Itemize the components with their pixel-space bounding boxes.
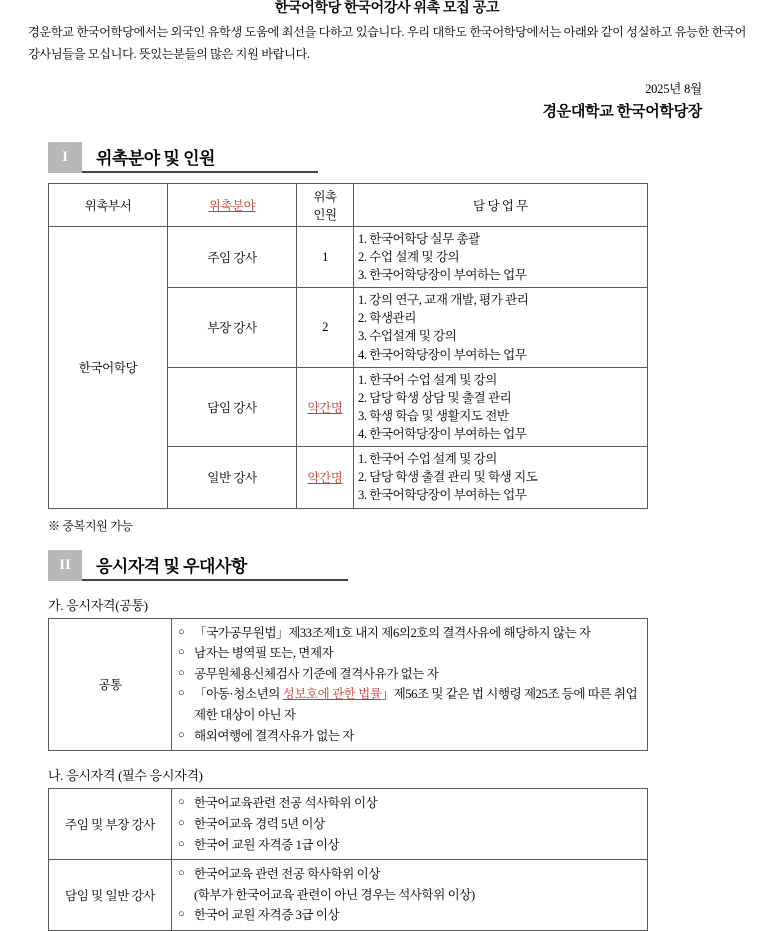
list-item: ○ 한국어교육 관련 전공 학사학위 이상 xyxy=(178,864,641,885)
duty-line: 2. 담당 학생 상담 및 출결 관리 xyxy=(358,390,512,405)
field-cell: 담임 강사 xyxy=(168,367,297,447)
section-1-heading xyxy=(48,142,318,173)
header-department: 위촉부서 xyxy=(49,183,168,226)
role-items-list xyxy=(178,793,641,855)
duty-line: 3. 한국어학당장이 부여하는 업무 xyxy=(358,488,527,503)
role-items-list xyxy=(178,864,641,926)
field-cell: 일반 강사 xyxy=(168,447,297,508)
duty-cell xyxy=(354,226,648,287)
role-label: 주임 및 부장 강사 xyxy=(49,789,172,860)
subsection-b-label: 나. 응시자격 (필수 응시자격) xyxy=(48,768,203,784)
announcement-date: 2025년 8월 xyxy=(645,82,702,97)
duty-line: 3. 수업설계 및 강의 xyxy=(358,329,457,344)
list-item: ○ 「국가공무원법」제33조제1호 내지 제6의2호의 결격사유에 해당하지 않는 자 xyxy=(178,623,641,644)
subsection-a-label: 가. 응시자격(공통) xyxy=(48,597,148,613)
duty-line: 3. 학생 학습 및 생활지도 전반 xyxy=(358,408,509,423)
count-value: 약간명 xyxy=(307,400,343,415)
field-cell: 부장 강사 xyxy=(168,288,297,368)
duty-line: 3. 한국어학당장이 부여하는 업무 xyxy=(358,268,527,283)
list-item: ○ 한국어 교원 자격증 1급 이상 xyxy=(178,835,641,856)
header-count-line2: 인원 xyxy=(313,207,337,222)
list-item: ○ 남자는 병역필 또는, 면제자 xyxy=(178,643,641,664)
list-item: ○ 한국어 교원 자격증 3급 이상 xyxy=(178,905,641,926)
date-block xyxy=(0,79,702,126)
table-row xyxy=(49,226,648,287)
duty-line: 2. 담당 학생 출결 관리 및 학생 지도 xyxy=(358,470,538,485)
common-items-list xyxy=(178,623,641,747)
section-2-numeral: II xyxy=(48,550,82,581)
table-header-row xyxy=(49,183,648,226)
list-item: ○ 해외여행에 결격사유가 없는 자 xyxy=(178,726,641,747)
duty-line: 1. 한국어 수업 설계 및 강의 xyxy=(358,372,497,387)
header-duty: 담 당 업 무 xyxy=(354,183,648,226)
count-cell xyxy=(297,447,354,508)
count-value: 약간명 xyxy=(307,471,343,486)
table-row xyxy=(49,789,648,860)
required-qualification-table xyxy=(48,788,648,931)
duty-line: 1. 한국어 수업 설계 및 강의 xyxy=(358,452,497,467)
header-count xyxy=(297,183,354,226)
section-2-heading xyxy=(48,550,348,581)
list-item: ○ 한국어교육 경력 5년 이상 xyxy=(178,814,641,835)
section-2-title: 응시자격 및 우대사항 xyxy=(82,550,348,581)
section-1-numeral: I xyxy=(48,142,82,173)
common-items-cell xyxy=(172,618,648,751)
common-qualification-table xyxy=(48,618,648,752)
duty-cell xyxy=(354,447,648,508)
duty-line: 4. 한국어학당장이 부여하는 업무 xyxy=(358,347,527,362)
list-item-continuation: (학부가 한국어교육 관련이 아닌 경우는 석사학위 이상) xyxy=(194,887,475,902)
law-name-emphasis: 성보호에 관한 법률 xyxy=(282,687,382,702)
field-cell: 주임 강사 xyxy=(168,226,297,287)
department-cell: 한국어학당 xyxy=(49,226,168,508)
role-items-cell xyxy=(172,860,648,931)
duplicate-application-note: ※ 중복지원 가능 xyxy=(48,518,133,533)
role-items-cell xyxy=(172,789,648,860)
list-item: ○ 공무원체용신체검사 기준에 결격사유가 없는 자 xyxy=(178,664,641,685)
header-field xyxy=(168,183,297,226)
header-field-label: 위촉분야 xyxy=(208,198,256,213)
organization-name: 경운대학교 한국어학당장 xyxy=(542,104,702,121)
intro-paragraph: 경운학교 한국어학당에서는 외국인 유학생 도움에 최선을 다하고 있습니다. 우리 대학도 한국어학당에서는 아래와 같이 성실하고 유능한 한국어 강사님들을 모십니다. 뜻있는분들의 많은 지원 바랍니다. xyxy=(28,25,746,61)
section-1-title: 위촉분야 및 인원 xyxy=(82,142,318,173)
duty-line: 1. 강의 연구, 교재 개발, 평가 관리 xyxy=(358,293,529,308)
list-item: ○ 한국어교육관련 전공 석사학위 이상 xyxy=(178,793,641,814)
duty-line: 2. 학생관리 xyxy=(358,311,417,326)
count-cell: 1 xyxy=(297,226,354,287)
duty-cell xyxy=(354,367,648,447)
duty-cell xyxy=(354,288,648,368)
page-title: 한국어학당 한국어강사 위촉 모집 공고 xyxy=(274,1,500,16)
assignment-table xyxy=(48,183,648,509)
list-item: ○ 「아동·청소년의 성보호에 관한 법률」제56조 및 같은 법 시행령 제25조 등에 따른 취업제한 대상이 아닌 자 xyxy=(178,684,641,725)
table-row xyxy=(49,860,648,931)
common-row-label: 공통 xyxy=(49,618,172,751)
count-cell: 2 xyxy=(297,288,354,368)
duty-line: 2. 수업 설계 및 강의 xyxy=(358,249,460,264)
count-cell xyxy=(297,367,354,447)
table-row xyxy=(49,618,648,751)
duty-line: 4. 한국어학당장이 부여하는 업무 xyxy=(358,427,527,442)
duty-line: 1. 한국어학당 실무 총괄 xyxy=(358,231,480,246)
role-label: 담임 및 일반 강사 xyxy=(49,860,172,931)
header-count-line1: 위촉 xyxy=(313,189,337,204)
